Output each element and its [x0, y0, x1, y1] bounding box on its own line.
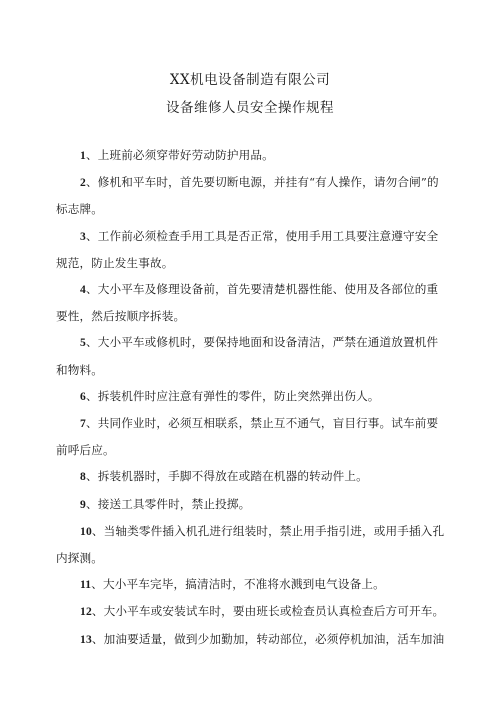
- rule-item: 5、大小平车或修机时，要保持地面和设备清洁，严禁在通道放置机件和物料。: [56, 335, 439, 377]
- rule-item: 7、共同作业时，必须互相联系，禁止互不通气，盲目行事。试车前要前呼后应。: [56, 416, 439, 458]
- rule-item: 9、接送工具零件时，禁止投掷。: [80, 496, 251, 511]
- rule-item: 13、加油要适量，做到少加勤加，转动部位，必须停机加油，活车加油: [80, 631, 445, 646]
- rule-item: 8、拆装机器时，手脚不得放在或踏在机器的转动件上。: [80, 469, 368, 484]
- rule-item: 10、当轴类零件插入机孔进行组装时，禁止用手指引进，或用手插入孔内探测。: [56, 523, 445, 566]
- document-title: 设备维修人员安全操作规程: [166, 100, 334, 116]
- rule-item: 11、大小平车完毕，搞清洁时，不准将水溅到电气设备上。: [80, 577, 385, 592]
- rule-item: 4、大小平车及修理设备前，首先要清楚机器性能、使用及各部位的重要性，然后按顺序拆装。: [56, 282, 439, 324]
- rule-item: 12、大小平车或安装试车时，要由班长或检查员认真检查后方可开车。: [80, 604, 445, 619]
- rule-item: 2、修机和平车时，首先要切断电源，并挂有“有人操作，请勿合闸”的标志牌。: [56, 175, 439, 217]
- rules-list: [56, 142, 448, 653]
- rule-item: 6、拆装机件时应注意有弹性的零件，防止突然弹出伤人。: [80, 388, 380, 403]
- company-title: XX机电设备制造有限公司: [169, 72, 331, 88]
- rule-item: 1、上班前必须穿带好劳动防护用品。: [80, 148, 274, 162]
- rule-item: 3、工作前必须检查手用工具是否正常，使用手用工具要注意遵守安全规范，防止发生事故。: [56, 228, 439, 270]
